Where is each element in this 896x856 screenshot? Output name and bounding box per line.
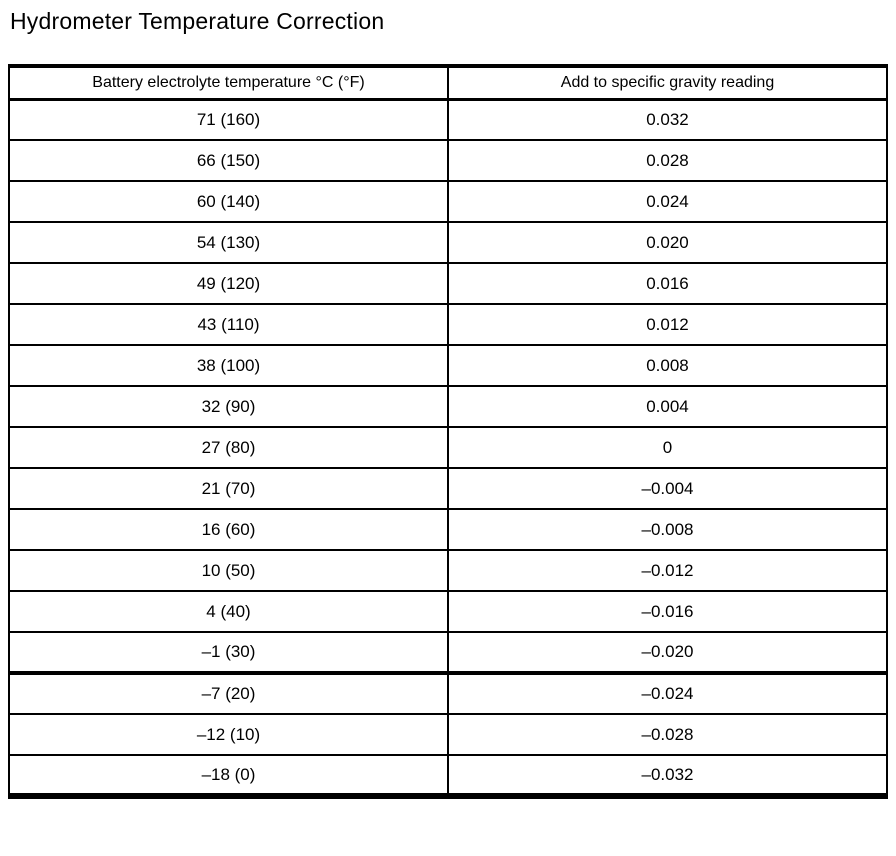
table-row [9, 222, 887, 263]
table-row [9, 345, 887, 386]
temperature-cell: 10 (50) [9, 550, 448, 591]
table-row [9, 509, 887, 550]
correction-cell: –0.020 [448, 632, 887, 673]
table-row [9, 632, 887, 673]
page-title: Hydrometer Temperature Correction [10, 8, 385, 34]
temperature-cell: 71 (160) [9, 99, 448, 140]
correction-cell: –0.032 [448, 755, 887, 796]
temperature-cell: 43 (110) [9, 304, 448, 345]
temperature-cell: 66 (150) [9, 140, 448, 181]
correction-cell: –0.016 [448, 591, 887, 632]
temperature-cell: 60 (140) [9, 181, 448, 222]
table-row [9, 140, 887, 181]
correction-cell: –0.028 [448, 714, 887, 755]
table-header [9, 66, 887, 99]
table-row [9, 263, 887, 304]
correction-cell: 0.020 [448, 222, 887, 263]
correction-cell: 0.028 [448, 140, 887, 181]
table-row [9, 386, 887, 427]
temperature-column-header: Battery electrolyte temperature °C (°F) [9, 66, 448, 99]
correction-cell: 0.032 [448, 99, 887, 140]
correction-cell: –0.024 [448, 673, 887, 714]
table-row [9, 427, 887, 468]
temperature-cell: 27 (80) [9, 427, 448, 468]
temperature-cell: 54 (130) [9, 222, 448, 263]
correction-cell: 0 [448, 427, 887, 468]
hydrometer-correction-table [8, 64, 888, 799]
temperature-cell: 4 (40) [9, 591, 448, 632]
temperature-cell: 16 (60) [9, 509, 448, 550]
temperature-cell: –7 (20) [9, 673, 448, 714]
table-row [9, 591, 887, 632]
table-row [9, 99, 887, 140]
table-row [9, 304, 887, 345]
correction-cell: –0.008 [448, 509, 887, 550]
table-row [9, 550, 887, 591]
correction-cell: 0.016 [448, 263, 887, 304]
temperature-cell: –1 (30) [9, 632, 448, 673]
correction-cell: –0.004 [448, 468, 887, 509]
temperature-cell: –18 (0) [9, 755, 448, 796]
table-row [9, 673, 887, 714]
header-row [9, 66, 887, 99]
correction-cell: –0.012 [448, 550, 887, 591]
correction-cell: 0.004 [448, 386, 887, 427]
table-row [9, 181, 887, 222]
temperature-cell: 49 (120) [9, 263, 448, 304]
table-row [9, 468, 887, 509]
correction-column-header: Add to specific gravity reading [448, 66, 887, 99]
temperature-cell: 21 (70) [9, 468, 448, 509]
temperature-cell: –12 (10) [9, 714, 448, 755]
table-row [9, 755, 887, 796]
table-body [9, 99, 887, 796]
temperature-cell: 38 (100) [9, 345, 448, 386]
correction-cell: 0.008 [448, 345, 887, 386]
correction-cell: 0.012 [448, 304, 887, 345]
temperature-cell: 32 (90) [9, 386, 448, 427]
table-row [9, 714, 887, 755]
correction-cell: 0.024 [448, 181, 887, 222]
